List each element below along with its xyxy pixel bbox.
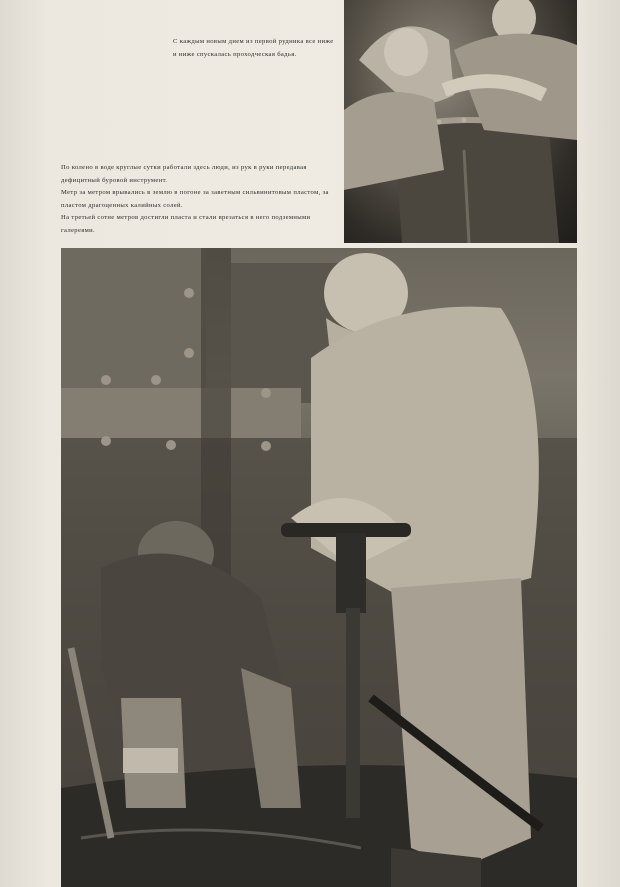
paragraph-2: Метр за метром врывались в землю в погоне за заветным сильвинитовым пластом, за пластом драгоценных калийных солей. bbox=[61, 189, 329, 209]
photo-miners-drilling bbox=[61, 248, 577, 887]
intro-caption: С каждым новым днем из первой рудника все ниже и ниже спускалась проходческая бадья. bbox=[173, 38, 334, 58]
photo-drilling-icon bbox=[61, 248, 577, 887]
body-text bbox=[61, 162, 343, 238]
paragraph-1: По колено в воде круглые сутки работали здесь люди, из рук в руки передавая дефицитный буровой инструмент. bbox=[61, 164, 307, 184]
photo-two-miners-icon bbox=[344, 0, 577, 243]
photo-miners-in-bucket bbox=[344, 0, 577, 243]
paragraph-3: На третьей сотне метров достигли пласта и стали врезаться в него подземными галереями. bbox=[61, 214, 311, 234]
